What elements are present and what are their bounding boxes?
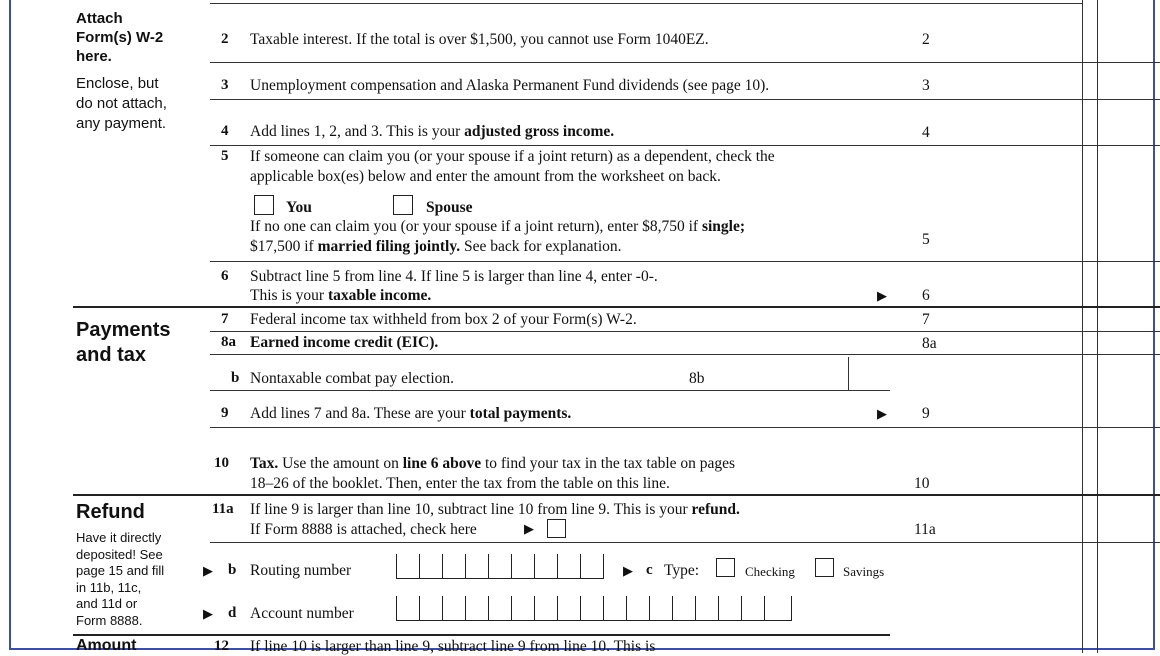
line-4-number: 4 [221, 123, 229, 139]
line-10-number: 10 [214, 455, 229, 471]
rule-after-line-11a [210, 542, 1160, 543]
line-10-box-label: 10 [914, 475, 930, 492]
line-9-box-label: 9 [922, 405, 930, 422]
line-2-box-label: 2 [922, 31, 930, 48]
line-10-text-1: Tax. Use the amount on line 6 above to find your tax in the tax table on pages [250, 455, 736, 472]
amount-column-left-rule [1082, 0, 1083, 653]
line-5-text-3: If no one can claim you (or your spouse if a joint return), enter $8,750 if single; [250, 218, 746, 235]
amount-column-right-rule [1097, 0, 1098, 653]
amount-section-title: Amount [76, 637, 137, 654]
line-7-text: Federal income tax withheld from box 2 of your Form(s) W-2. [250, 311, 637, 328]
line-9-number: 9 [221, 405, 229, 421]
line-11a-text-1: If line 9 is larger than line 10, subtract line 10 from line 9. This is your refund. [250, 501, 740, 518]
form-8888-checkbox[interactable] [547, 519, 566, 538]
payments-section-title: Payments and tax [76, 319, 171, 366]
line-11d-arrow-icon: ▶ [203, 607, 213, 622]
rule-after-line-5 [210, 261, 1160, 262]
line-11b-number: b [228, 562, 237, 578]
checking-checkbox[interactable] [716, 558, 735, 577]
line-12-number: 12 [214, 638, 229, 654]
line-4-text: Add lines 1, 2, and 3. This is your adjusted gross income. [250, 123, 615, 140]
line-8b-entry-box [848, 357, 849, 390]
line-3-number: 3 [221, 77, 229, 93]
rule-top [210, 3, 1082, 4]
line-5-number: 5 [221, 148, 229, 164]
checking-label: Checking [745, 564, 795, 579]
rule-refund-section [73, 494, 1160, 496]
spouse-checkbox[interactable] [393, 195, 413, 215]
spouse-label: Spouse [426, 199, 473, 216]
line-3-text: Unemployment compensation and Alaska Permanent Fund dividends (see page 10). [250, 77, 770, 94]
routing-number-field[interactable] [396, 554, 604, 579]
line-8b-text: Nontaxable combat pay election. [250, 370, 455, 387]
attach-title: Attach Form(s) W-2 here. [76, 10, 164, 65]
line-12-text: If line 10 is larger than line 9, subtract line 9 from line 10. This is [250, 638, 656, 655]
line-5-text-2: applicable box(es) below and enter the amount from the worksheet on back. [250, 168, 721, 185]
line-9-arrow-icon: ▶ [877, 407, 887, 422]
line-8a-text: Earned income credit (EIC). [250, 334, 439, 351]
line-11a-number: 11a [212, 501, 234, 517]
line-11c-number: c [646, 562, 653, 578]
you-label: You [286, 199, 312, 216]
routing-number-label: Routing number [250, 562, 352, 579]
line-11c-arrow-icon: ▶ [623, 564, 633, 579]
refund-section-title: Refund [76, 501, 145, 523]
rule-after-line-4 [210, 145, 1160, 146]
rule-after-line-8a [210, 354, 1160, 355]
line-2-text: Taxable interest. If the total is over $1,500, you cannot use Form 1040EZ. [250, 31, 709, 48]
you-checkbox[interactable] [254, 195, 274, 215]
line-11d-number: d [228, 605, 237, 621]
account-number-field[interactable] [396, 596, 792, 621]
rule-after-line-7 [210, 331, 1160, 332]
rule-after-line-9 [210, 427, 1160, 428]
line-8a-number: 8a [221, 334, 236, 350]
line-6-box-label: 6 [922, 287, 930, 304]
account-type-label: Type: [664, 562, 700, 579]
line-11a-box-label: 11a [914, 521, 936, 538]
line-5-box-label: 5 [922, 231, 930, 248]
line-7-box-label: 7 [922, 311, 930, 328]
line-5-text-1: If someone can claim you (or your spouse if a joint return) as a dependent, check the [250, 148, 775, 165]
savings-checkbox[interactable] [815, 558, 834, 577]
rule-after-line-3 [210, 99, 1160, 100]
rule-after-line-2 [210, 62, 1160, 63]
line-8b-number: b [231, 370, 240, 386]
line-6-text-2: This is your taxable income. [250, 287, 432, 304]
savings-label: Savings [843, 564, 885, 579]
line-11a-text-2: If Form 8888 is attached, check here [250, 521, 477, 538]
line-9-text: Add lines 7 and 8a. These are your total payments. [250, 405, 572, 422]
line-8a-box-label: 8a [922, 335, 937, 352]
rule-amount-section [73, 634, 890, 636]
line-6-arrow-icon: ▶ [877, 289, 887, 304]
line-5-text-4: $17,500 if married filing jointly. See back for explanation. [250, 238, 622, 255]
line-6-number: 6 [221, 268, 229, 284]
line-6-text-1: Subtract line 5 from line 4. If line 5 is larger than line 4, enter -0-. [250, 268, 658, 285]
line-11b-arrow-icon: ▶ [203, 564, 213, 579]
line-2-number: 2 [221, 31, 229, 47]
line-4-box-label: 4 [922, 124, 930, 141]
rule-payments-section [73, 306, 1160, 308]
refund-direct-deposit-note: Have it directly deposited! See page 15 and fill in 11b, 11c, and 11d or Form 8888. [76, 530, 165, 628]
enclose-note: Enclose, but do not attach, any payment. [76, 75, 167, 132]
account-number-label: Account number [250, 605, 354, 622]
form-8888-arrow-icon: ▶ [524, 522, 534, 537]
rule-after-line-8b [210, 390, 890, 391]
line-3-box-label: 3 [922, 77, 930, 94]
line-10-text-2: 18–26 of the booklet. Then, enter the tax from the table on this line. [250, 475, 670, 492]
line-7-number: 7 [221, 311, 229, 327]
line-8b-box-label: 8b [689, 370, 705, 387]
